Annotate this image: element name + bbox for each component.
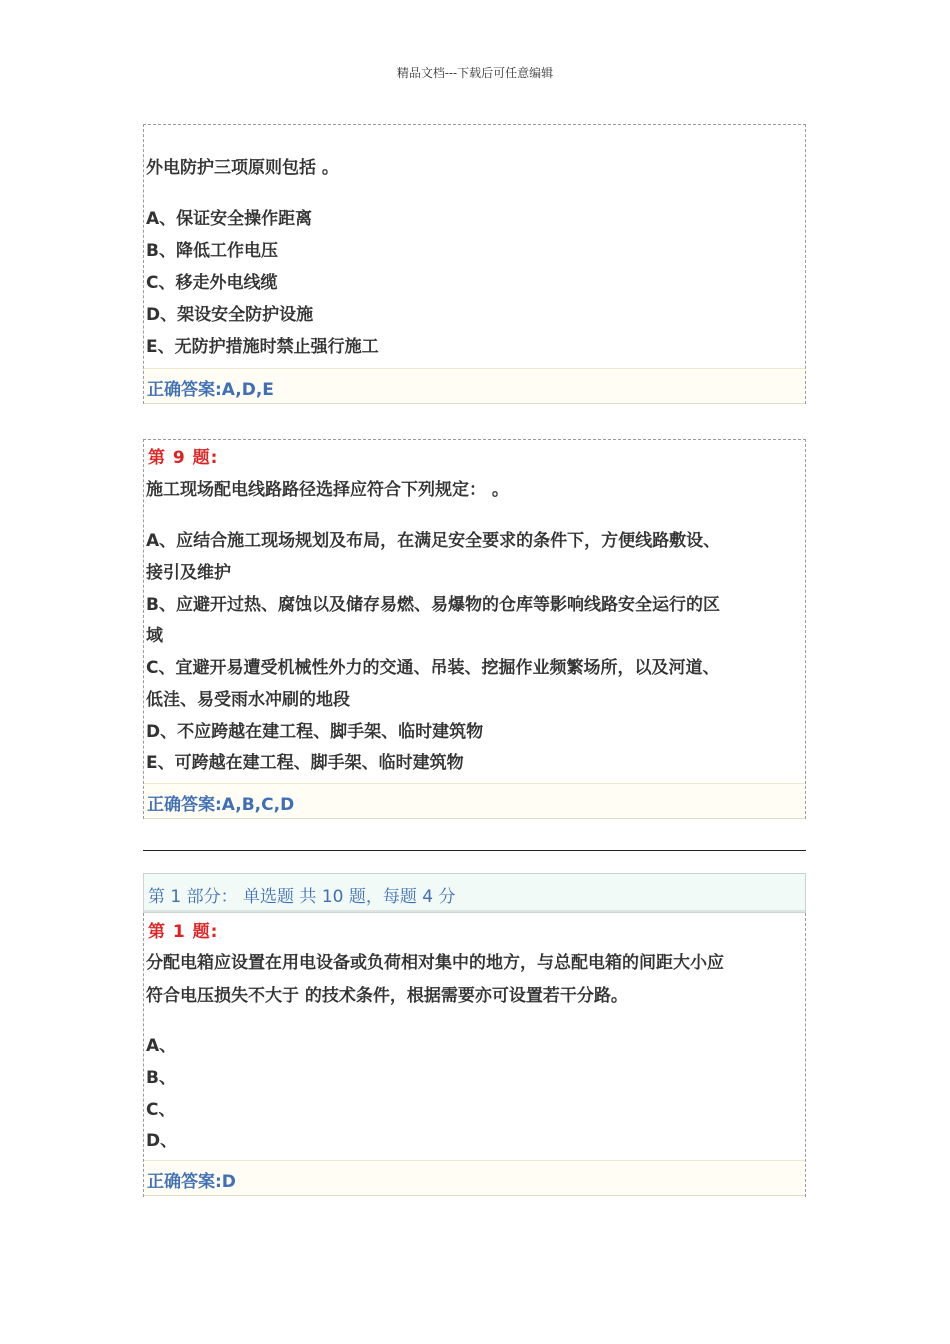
option-e: E、无防护措施时禁止强行施工 bbox=[146, 337, 379, 357]
option-d: D、架设安全防护设施 bbox=[146, 305, 314, 325]
question-stem: 施工现场配电线路路径选择应符合下列规定： 。 bbox=[146, 480, 509, 500]
section-title: 第 1 部分： 单选题 共 10 题，每题 4 分 bbox=[148, 887, 456, 907]
correct-answer: 正确答案:A,B,C,D bbox=[147, 795, 295, 815]
question-9-box bbox=[143, 439, 806, 819]
section-header bbox=[143, 873, 806, 913]
answer-bar bbox=[144, 1160, 805, 1196]
option-c-line1: C、宜避开易遭受机械性外力的交通、吊装、挖掘作业频繁场所，以及河道、 bbox=[146, 658, 720, 678]
option-a-line1: A、应结合施工现场规划及布局，在满足安全要求的条件下，方便线路敷设、 bbox=[146, 531, 721, 551]
question-stem-line1: 分配电箱应设置在用电设备或负荷相对集中的地方，与总配电箱的间距大小应 bbox=[146, 953, 724, 973]
question-number: 第 1 题: bbox=[148, 922, 219, 942]
answer-bar bbox=[144, 783, 805, 819]
question-number: 第 9 题: bbox=[148, 448, 219, 468]
option-b-line2: 域 bbox=[146, 626, 163, 646]
question-1-box bbox=[143, 913, 806, 1197]
option-c: C、 bbox=[146, 1100, 176, 1120]
section-divider bbox=[143, 850, 806, 851]
option-b: B、降低工作电压 bbox=[146, 241, 278, 261]
option-e: E、可跨越在建工程、脚手架、临时建筑物 bbox=[146, 753, 464, 773]
option-d: D、 bbox=[146, 1131, 178, 1151]
option-a-line2: 接引及维护 bbox=[146, 563, 231, 583]
question-8-box bbox=[143, 124, 806, 404]
answer-bar bbox=[144, 368, 805, 404]
option-b: B、 bbox=[146, 1068, 176, 1088]
option-a: A、 bbox=[146, 1036, 177, 1056]
page-header: 精品文档---下载后可任意编辑 bbox=[396, 66, 554, 80]
question-stem-line2: 符合电压损失不大于 的技术条件，根据需要亦可设置若干分路。 bbox=[146, 986, 628, 1006]
correct-answer: 正确答案:A,D,E bbox=[147, 380, 274, 400]
option-a: A、保证安全操作距离 bbox=[146, 209, 313, 229]
option-c: C、移走外电线缆 bbox=[146, 273, 278, 293]
option-d: D、不应跨越在建工程、脚手架、临时建筑物 bbox=[146, 722, 484, 742]
option-c-line2: 低洼、易受雨水冲刷的地段 bbox=[146, 690, 350, 710]
correct-answer: 正确答案:D bbox=[147, 1172, 236, 1192]
question-stem: 外电防护三项原则包括 。 bbox=[146, 158, 339, 178]
option-b-line1: B、应避开过热、腐蚀以及储存易燃、易爆物的仓库等影响线路安全运行的区 bbox=[146, 595, 720, 615]
